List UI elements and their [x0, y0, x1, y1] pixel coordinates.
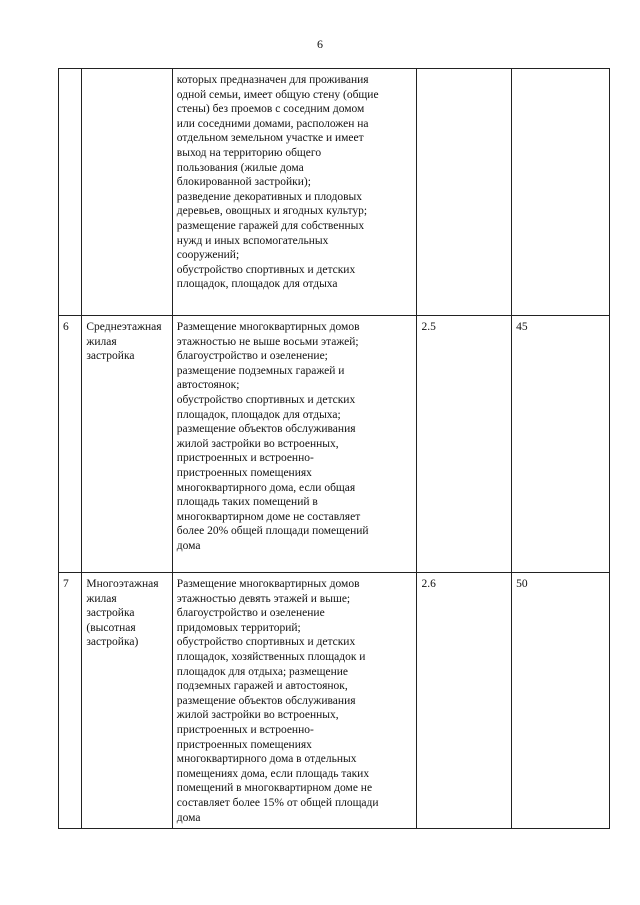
use-description-line: площадок, хозяйственных площадок и — [176, 650, 366, 663]
use-description-line: этажностью не выше восьми этажей; — [176, 335, 359, 348]
use-description-line: помещений в многоквартирном доме не — [176, 782, 373, 795]
use-description-line: многоквартирном доме не составляет — [176, 510, 361, 523]
use-description-line: площадок, площадок для отдыха; — [176, 408, 341, 421]
use-type-name-cell — [82, 573, 172, 829]
table-row — [59, 573, 610, 829]
use-description-cell — [172, 69, 417, 316]
max-value: 45 — [516, 321, 528, 333]
row-number-cell — [59, 573, 82, 829]
use-description-line: помещениях дома, если площадь таких — [176, 767, 370, 780]
use-description-line: или соседними домами, расположен на — [176, 117, 369, 130]
use-description-line: пристроенных и встроенно- — [176, 723, 314, 736]
use-description-line: жилой застройки во встроенных, — [176, 709, 339, 722]
use-type-name-line: жилая — [86, 335, 117, 348]
use-description-line: благоустройство и озеленение; — [176, 350, 328, 363]
use-description-line: площадок, площадок для отдыха — [176, 278, 338, 291]
use-description-line: Размещение многоквартирных домов — [176, 578, 360, 590]
use-description-line: придомовых территорий; — [176, 621, 301, 634]
use-description-cell — [172, 316, 417, 573]
use-description-line: дома — [176, 539, 201, 552]
use-description-line: стены) без проемов с соседним домом — [176, 103, 365, 116]
use-description-line: площадок для отдыха; размещение — [176, 665, 349, 678]
max-value-cell — [512, 573, 610, 829]
use-description-line: пристроенных помещениях — [176, 466, 312, 479]
use-type-name-line: Многоэтажная — [86, 578, 159, 590]
use-description-line: нужд и иных вспомогательных — [176, 234, 329, 247]
use-description-line: блокированной застройки); — [176, 176, 311, 189]
max-value-cell — [512, 316, 610, 573]
use-type-name-line: (высотная — [86, 621, 136, 634]
use-description-line: размещение гаражей для собственных — [176, 219, 365, 232]
use-description-line: сооружений; — [176, 249, 240, 262]
land-use-table — [58, 68, 610, 829]
use-description-line: обустройство спортивных и детских — [176, 263, 356, 276]
table-row — [59, 316, 610, 573]
use-description-line: дома — [176, 811, 201, 824]
use-type-name-line: застройка — [86, 607, 135, 620]
use-type-name-cell — [82, 69, 172, 316]
table-row — [59, 69, 610, 316]
use-description-line: размещение подземных гаражей и — [176, 364, 345, 377]
use-description-cell — [172, 573, 417, 829]
row-number-cell — [59, 69, 82, 316]
use-type-name-line: Среднеэтажная — [86, 321, 162, 333]
classifier-code-cell — [417, 573, 512, 829]
classifier-code-cell — [417, 69, 512, 316]
classifier-code-cell — [417, 316, 512, 573]
row-number-cell — [59, 316, 82, 573]
max-value: 50 — [516, 578, 528, 590]
use-description-line: обустройство спортивных и детских — [176, 393, 356, 406]
classifier-code: 2.5 — [421, 321, 436, 333]
use-description-line: более 20% общей площади помещений — [176, 525, 369, 538]
use-type-name-cell — [82, 316, 172, 573]
use-description-line: пристроенных и встроенно- — [176, 452, 314, 465]
row-number: 6 — [63, 321, 69, 333]
use-description-line: обустройство спортивных и детских — [176, 636, 356, 649]
use-description-line: подземных гаражей и автостоянок, — [176, 680, 348, 693]
use-description-line: которых предназначен для проживания — [176, 74, 369, 86]
use-description-line: составляет более 15% от общей площади — [176, 796, 379, 809]
max-value-cell — [512, 69, 610, 316]
use-description-line: жилой застройки во встроенных, — [176, 437, 339, 450]
use-description-line: отдельном земельном участке и имеет — [176, 132, 364, 145]
use-description-line: деревьев, овощных и ягодных культур; — [176, 205, 368, 218]
use-description-line: этажностью девять этажей и выше; — [176, 592, 351, 605]
use-description-line: пристроенных помещениях — [176, 738, 312, 751]
use-description-line: Размещение многоквартирных домов — [176, 321, 360, 333]
use-description-line: выход на территорию общего — [176, 146, 322, 159]
use-type-name-line: застройка — [86, 350, 135, 363]
classifier-code: 2.6 — [421, 578, 436, 590]
use-description-line: многоквартирного дома в отдельных — [176, 753, 357, 766]
use-description-line: размещение объектов обслуживания — [176, 694, 356, 707]
use-description-line: разведение декоративных и плодовых — [176, 190, 362, 203]
use-description-line: размещение объектов обслуживания — [176, 423, 356, 436]
use-type-name-line: жилая — [86, 592, 117, 605]
use-description-line: площадь таких помещений в — [176, 496, 318, 509]
use-description-line: одной семьи, имеет общую стену (общие — [176, 88, 379, 101]
use-description-line: благоустройство и озеленение — [176, 607, 325, 620]
table-body — [59, 69, 610, 829]
use-description-line: автостоянок; — [176, 379, 240, 392]
page-number: 6 — [317, 37, 323, 51]
use-description-line: пользования (жилые дома — [176, 161, 304, 174]
use-description-line: многоквартирного дома, если общая — [176, 481, 356, 494]
row-number: 7 — [63, 578, 69, 590]
use-type-name-line: застройка) — [86, 636, 139, 649]
